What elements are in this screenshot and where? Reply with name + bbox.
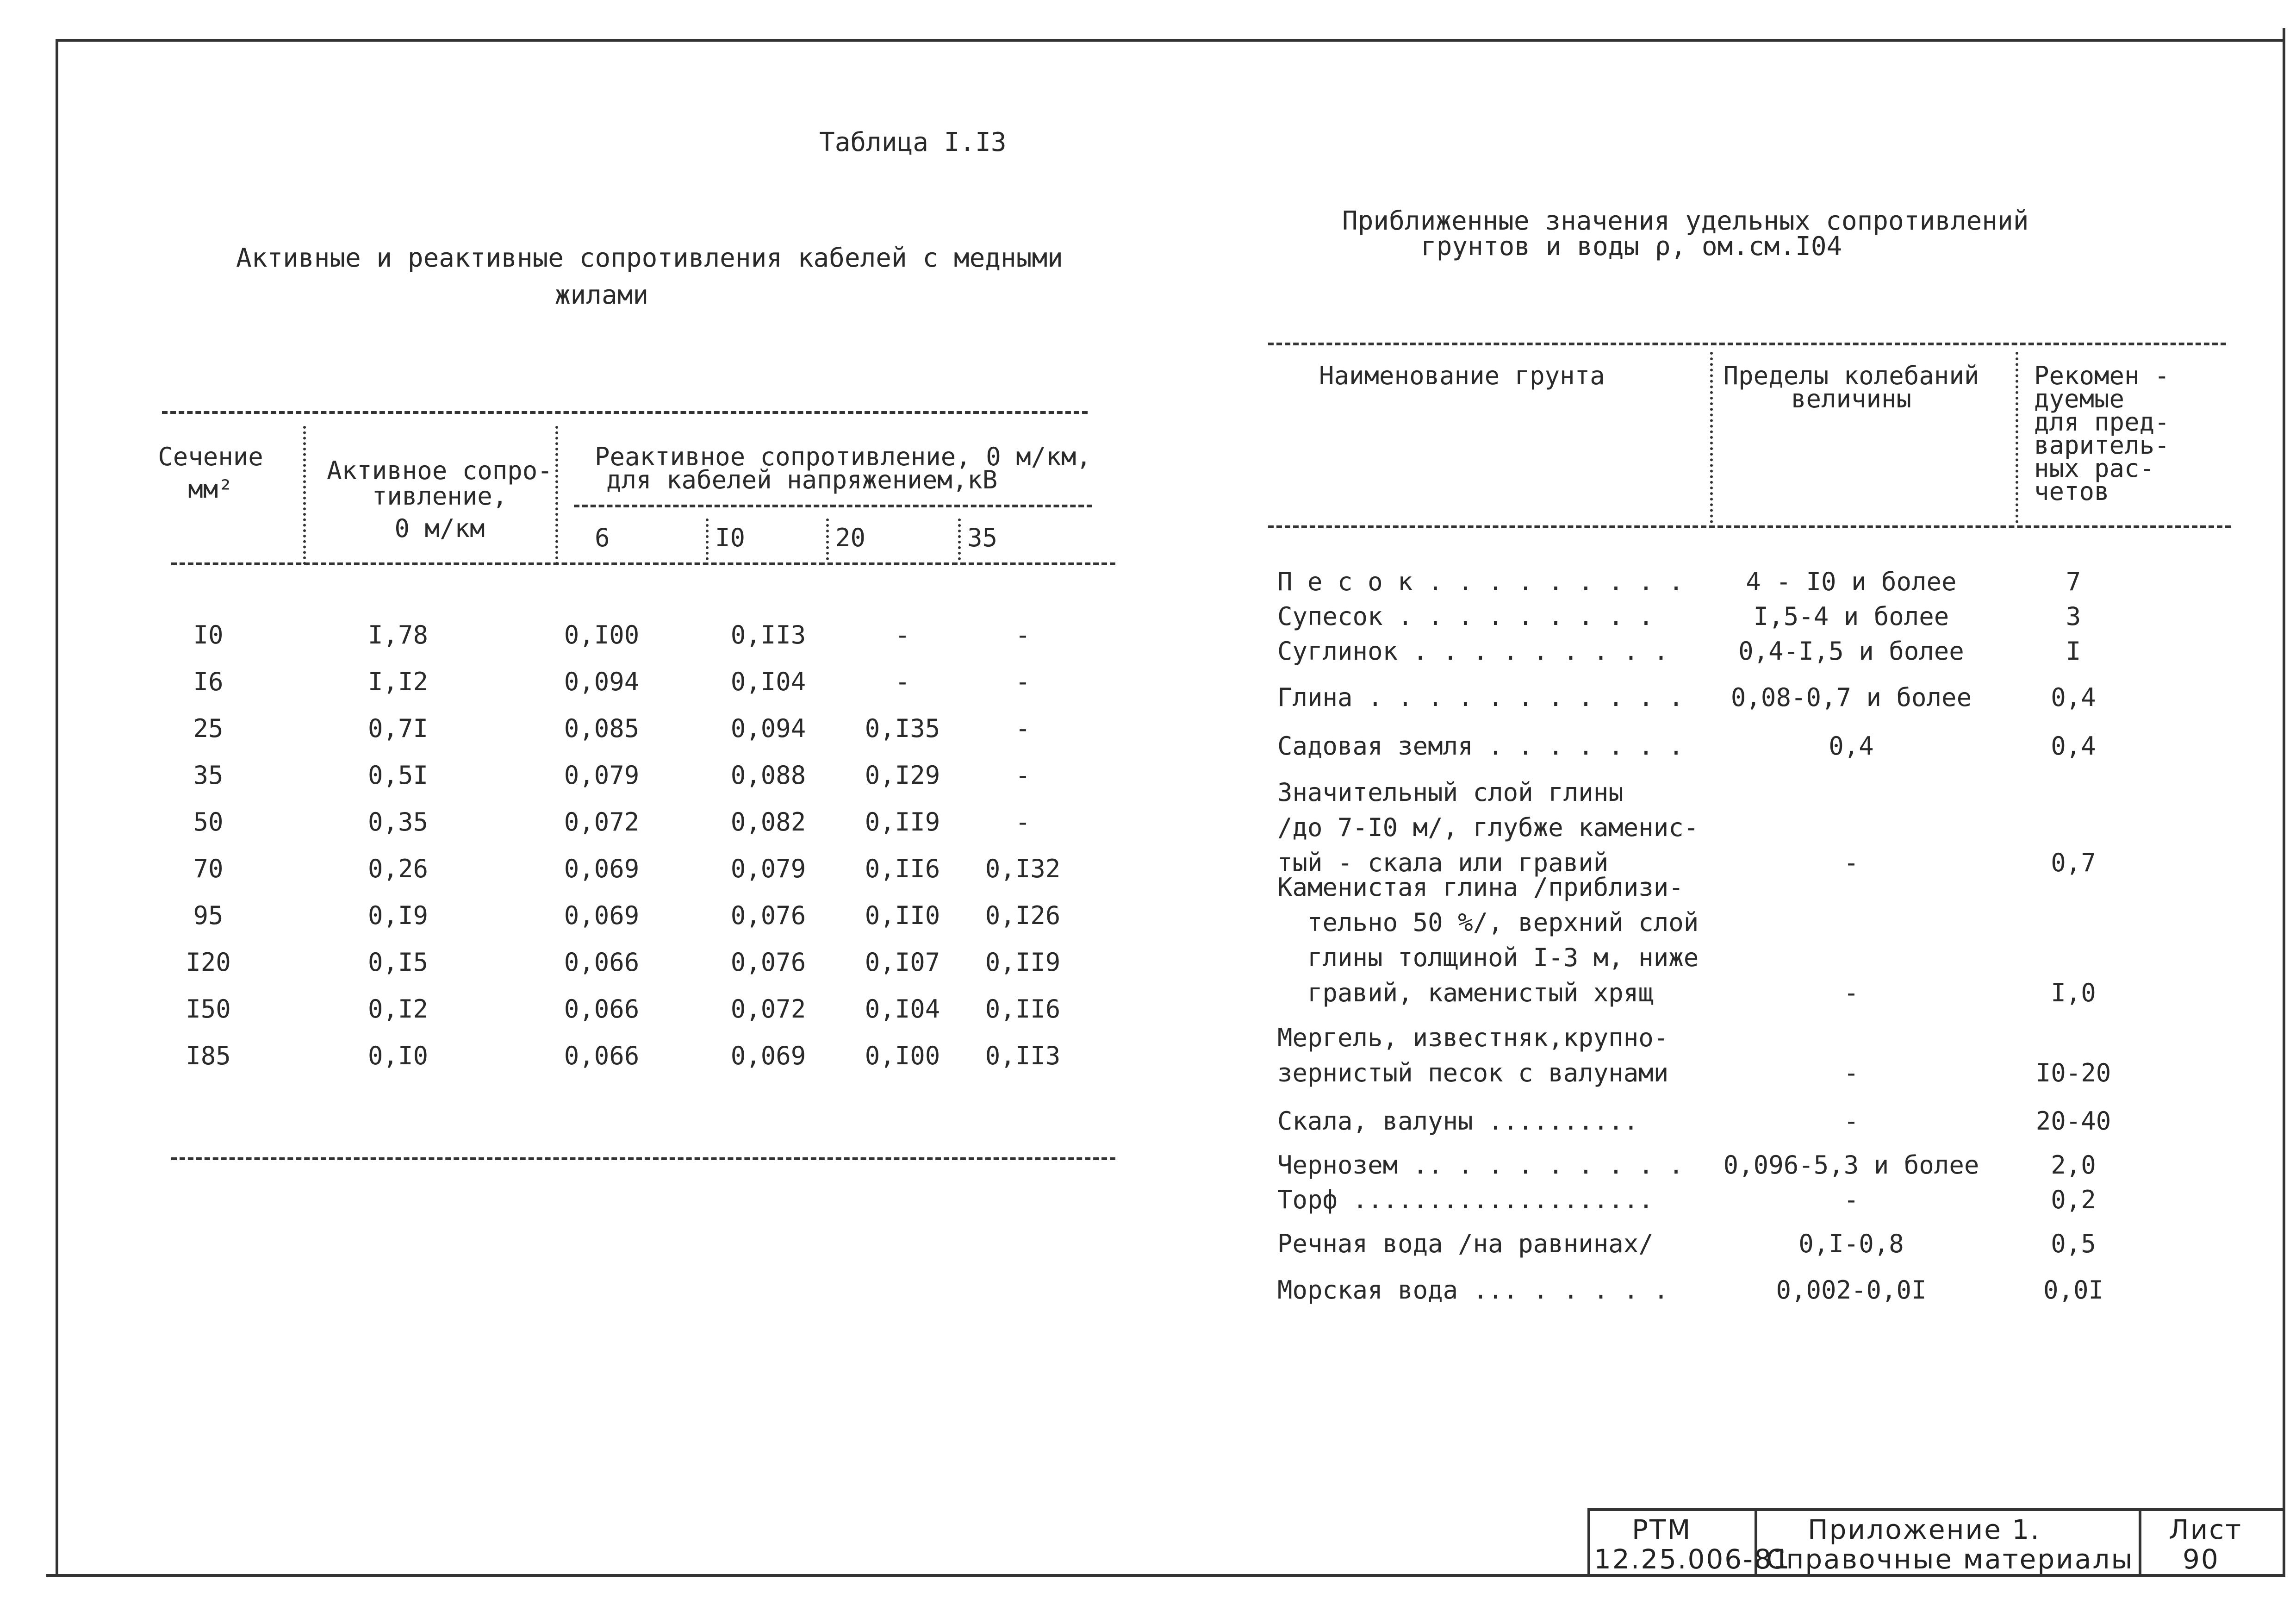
soil-name: Садовая земля . . . . . . . xyxy=(1277,731,1684,761)
soil-recommended: I xyxy=(2066,637,2081,666)
right-col-divider-1 xyxy=(1710,352,1713,523)
soil-name: зернистый песок с валунами xyxy=(1277,1058,1669,1087)
cell-v35: - xyxy=(1015,807,1031,837)
cell-active: 0,I2 xyxy=(367,994,429,1024)
header-rec-line5: ных рас- xyxy=(2034,454,2155,483)
soil-name: Суглинок . . . . . . . . . xyxy=(1277,637,1669,666)
cell-v20: 0,II6 xyxy=(865,854,940,883)
cell-v10: 0,082 xyxy=(730,807,806,837)
left-table-title-line2: жилами xyxy=(554,280,649,310)
soil-recommended: 0,5 xyxy=(2051,1229,2096,1258)
soil-name: Мергель, известняк,крупно- xyxy=(1277,1023,1669,1052)
page-frame-top xyxy=(56,39,2285,42)
soil-range: - xyxy=(1843,848,1859,877)
cell-v10: 0,I04 xyxy=(730,667,806,696)
cell-v6: 0,I00 xyxy=(564,620,640,650)
cell-v6: 0,079 xyxy=(564,761,640,790)
soil-name: Торф .................... xyxy=(1277,1185,1654,1214)
cell-v20: - xyxy=(895,620,910,650)
cell-v10: 0,094 xyxy=(730,714,806,743)
right-col-divider-2 xyxy=(2016,352,2018,523)
header-active-line1: Активное сопро- xyxy=(327,456,553,485)
header-active-line2: тивление, xyxy=(372,481,508,511)
cell-v10: 0,076 xyxy=(730,948,806,977)
stamp-doc-code-line1: РТМ xyxy=(1632,1514,1692,1545)
header-active-line3: 0 м/км xyxy=(394,514,485,543)
cell-section: 95 xyxy=(193,901,224,930)
soil-recommended: 0,2 xyxy=(2051,1185,2096,1214)
soil-name: Глина . . . . . . . . . . . xyxy=(1277,683,1684,712)
cell-active: 0,26 xyxy=(367,854,429,883)
soil-name: Каменистая глина /приблизи- xyxy=(1277,873,1684,902)
cell-v6: 0,069 xyxy=(564,854,640,883)
soil-name: Морская вода ... . . . . . xyxy=(1277,1275,1669,1305)
left-table-bottom-rule xyxy=(171,1157,1115,1160)
soil-recommended: 3 xyxy=(2066,602,2081,631)
header-v10: I0 xyxy=(715,523,746,552)
right-header-bottom-rule xyxy=(1268,525,2231,528)
cell-section: I20 xyxy=(186,948,231,977)
soil-recommended: 2,0 xyxy=(2051,1150,2096,1180)
soil-recommended: 0,7 xyxy=(2051,848,2096,877)
page-frame-right xyxy=(2283,28,2285,1574)
cell-v10: 0,II3 xyxy=(730,620,806,650)
soil-name: Супесок . . . . . . . . . xyxy=(1277,602,1654,631)
stamp-doc-code-line2: 12.25.006-81 xyxy=(1594,1543,1791,1575)
cell-section: 35 xyxy=(193,761,224,790)
soil-recommended: 7 xyxy=(2066,567,2081,596)
soil-range: 0,I-0,8 xyxy=(1798,1229,1904,1258)
soil-recommended: I0-20 xyxy=(2035,1058,2111,1087)
cell-v10: 0,072 xyxy=(730,994,806,1024)
header-range-line1: Пределы колебаний xyxy=(1723,361,1979,390)
soil-range: 4 - I0 и более xyxy=(1746,567,1957,596)
header-rec-line6: четов xyxy=(2034,477,2109,506)
cell-v6: 0,069 xyxy=(564,901,640,930)
cell-section: I85 xyxy=(186,1041,231,1070)
cell-v6: 0,094 xyxy=(564,667,640,696)
soil-name: Значительный слой глины xyxy=(1277,778,1624,807)
cell-v6: 0,072 xyxy=(564,807,640,837)
stamp-appendix-line1: Приложение 1. xyxy=(1808,1514,2041,1545)
header-section: Сечение xyxy=(158,442,263,471)
header-v35: 35 xyxy=(967,523,998,552)
cell-section: I50 xyxy=(186,994,231,1024)
cell-active: 0,35 xyxy=(367,807,429,837)
cell-v35: - xyxy=(1015,714,1031,743)
soil-recommended: 0,4 xyxy=(2051,683,2096,712)
soil-range: - xyxy=(1843,1185,1859,1214)
soil-range: 0,4 xyxy=(1829,731,1874,761)
v-divider-35 xyxy=(958,518,961,560)
soil-range: 0,002-0,0I xyxy=(1776,1275,1927,1305)
soil-range: - xyxy=(1843,1058,1859,1087)
stamp-appendix-line2: Справочные материалы xyxy=(1766,1543,2134,1575)
cell-v6: 0,066 xyxy=(564,994,640,1024)
cell-v10: 0,079 xyxy=(730,854,806,883)
stamp-sheet-label: Лист xyxy=(2169,1514,2242,1545)
soil-name: гравий, каменистый хрящ xyxy=(1277,978,1654,1007)
title-block-stamp xyxy=(1587,1508,2285,1577)
soil-recommended: I,0 xyxy=(2051,978,2096,1007)
cell-v20: 0,II0 xyxy=(865,901,940,930)
cell-v10: 0,088 xyxy=(730,761,806,790)
right-table-top-rule xyxy=(1268,343,2226,345)
cell-v20: 0,I07 xyxy=(865,948,940,977)
table-caption: Таблица I.I3 xyxy=(819,127,1007,157)
cell-section: 25 xyxy=(193,714,224,743)
soil-range: I,5-4 и более xyxy=(1753,602,1949,631)
soil-name: глины толщиной I-3 м, ниже xyxy=(1277,943,1699,972)
soil-name: /до 7-I0 м/, глубже каменис- xyxy=(1277,813,1699,842)
cell-section: I6 xyxy=(193,667,224,696)
left-table-top-rule xyxy=(162,411,1088,414)
page-frame-left xyxy=(56,39,58,1575)
cell-v35: 0,I32 xyxy=(985,854,1061,883)
cell-v35: 0,I26 xyxy=(985,901,1061,930)
left-table-title-line1: Активные и реактивные сопротивления кабелей с медными xyxy=(236,243,1063,273)
left-header-bottom-rule xyxy=(171,562,1115,565)
header-section-unit: мм² xyxy=(188,475,233,504)
cell-v35: 0,II3 xyxy=(985,1041,1061,1070)
cell-v35: - xyxy=(1015,761,1031,790)
cell-active: 0,I9 xyxy=(367,901,429,930)
soil-name: Речная вода /на равнинах/ xyxy=(1277,1229,1654,1258)
cell-v20: 0,I35 xyxy=(865,714,940,743)
cell-v20: 0,I29 xyxy=(865,761,940,790)
cell-v6: 0,066 xyxy=(564,948,640,977)
soil-range: - xyxy=(1843,1106,1859,1136)
header-soil-name: Наименование грунта xyxy=(1319,361,1605,390)
cell-active: I,78 xyxy=(367,620,429,650)
stamp-sheet-number: 90 xyxy=(2183,1543,2220,1575)
cell-v20: 0,I04 xyxy=(865,994,940,1024)
soil-range: - xyxy=(1843,978,1859,1007)
soil-range: 0,08-0,7 и более xyxy=(1730,683,1972,712)
header-v6: 6 xyxy=(595,523,610,552)
cell-v35: - xyxy=(1015,620,1031,650)
left-col-divider-2 xyxy=(555,426,558,565)
cell-v10: 0,076 xyxy=(730,901,806,930)
header-v20: 20 xyxy=(835,523,866,552)
header-reactive-line2: для кабелей напряжением,кВ xyxy=(606,465,998,494)
header-reactive-line1: Реактивное сопротивление, 0 м/км, xyxy=(595,442,1091,471)
v-divider-20 xyxy=(826,518,829,560)
soil-name: Скала, валуны .......... xyxy=(1277,1106,1639,1136)
cell-v35: 0,II6 xyxy=(985,994,1061,1024)
soil-recommended: 20-40 xyxy=(2035,1106,2111,1136)
cell-active: 0,5I xyxy=(367,761,429,790)
cell-v20: - xyxy=(895,667,910,696)
header-rec-line2: дуемые xyxy=(2034,384,2125,413)
cell-v20: 0,I00 xyxy=(865,1041,940,1070)
v-divider-10 xyxy=(706,518,709,560)
cell-v10: 0,069 xyxy=(730,1041,806,1070)
cell-v6: 0,085 xyxy=(564,714,640,743)
cell-section: 70 xyxy=(193,854,224,883)
right-table-title-line2: грунтов и воды ρ, ом.см.I04 xyxy=(1421,231,1842,262)
soil-recommended: 0,4 xyxy=(2051,731,2096,761)
soil-name: Чернозем .. . . . . . . . . xyxy=(1277,1150,1684,1180)
header-rec-line3: для пред- xyxy=(2034,407,2170,437)
cell-active: 0,I0 xyxy=(367,1041,429,1070)
header-rec-line1: Рекомен - xyxy=(2034,361,2170,390)
header-rec-line4: варитель- xyxy=(2034,431,2170,460)
soil-range: 0,4-I,5 и более xyxy=(1738,637,1964,666)
soil-range: 0,096-5,3 и более xyxy=(1723,1150,1979,1180)
cell-v6: 0,066 xyxy=(564,1041,640,1070)
cell-v35: - xyxy=(1015,667,1031,696)
header-range-line2: величины xyxy=(1791,384,1912,413)
cell-v20: 0,II9 xyxy=(865,807,940,837)
cell-active: I,I2 xyxy=(367,667,429,696)
soil-name: тый - скала или гравий xyxy=(1277,848,1609,877)
left-col-divider-1 xyxy=(303,426,306,565)
cell-active: 0,I5 xyxy=(367,948,429,977)
soil-name: тельно 50 %/, верхний слой xyxy=(1277,908,1699,937)
right-table-title-line1: Приближенные значения удельных сопротивлений xyxy=(1342,206,2029,236)
soil-name: П е с о к . . . . . . . . . xyxy=(1277,567,1684,596)
cell-section: 50 xyxy=(193,807,224,837)
cell-v35: 0,II9 xyxy=(985,948,1061,977)
cell-active: 0,7I xyxy=(367,714,429,743)
soil-recommended: 0,0I xyxy=(2043,1275,2104,1305)
reactive-subheader-rule xyxy=(574,505,1092,507)
cell-section: I0 xyxy=(193,620,224,650)
